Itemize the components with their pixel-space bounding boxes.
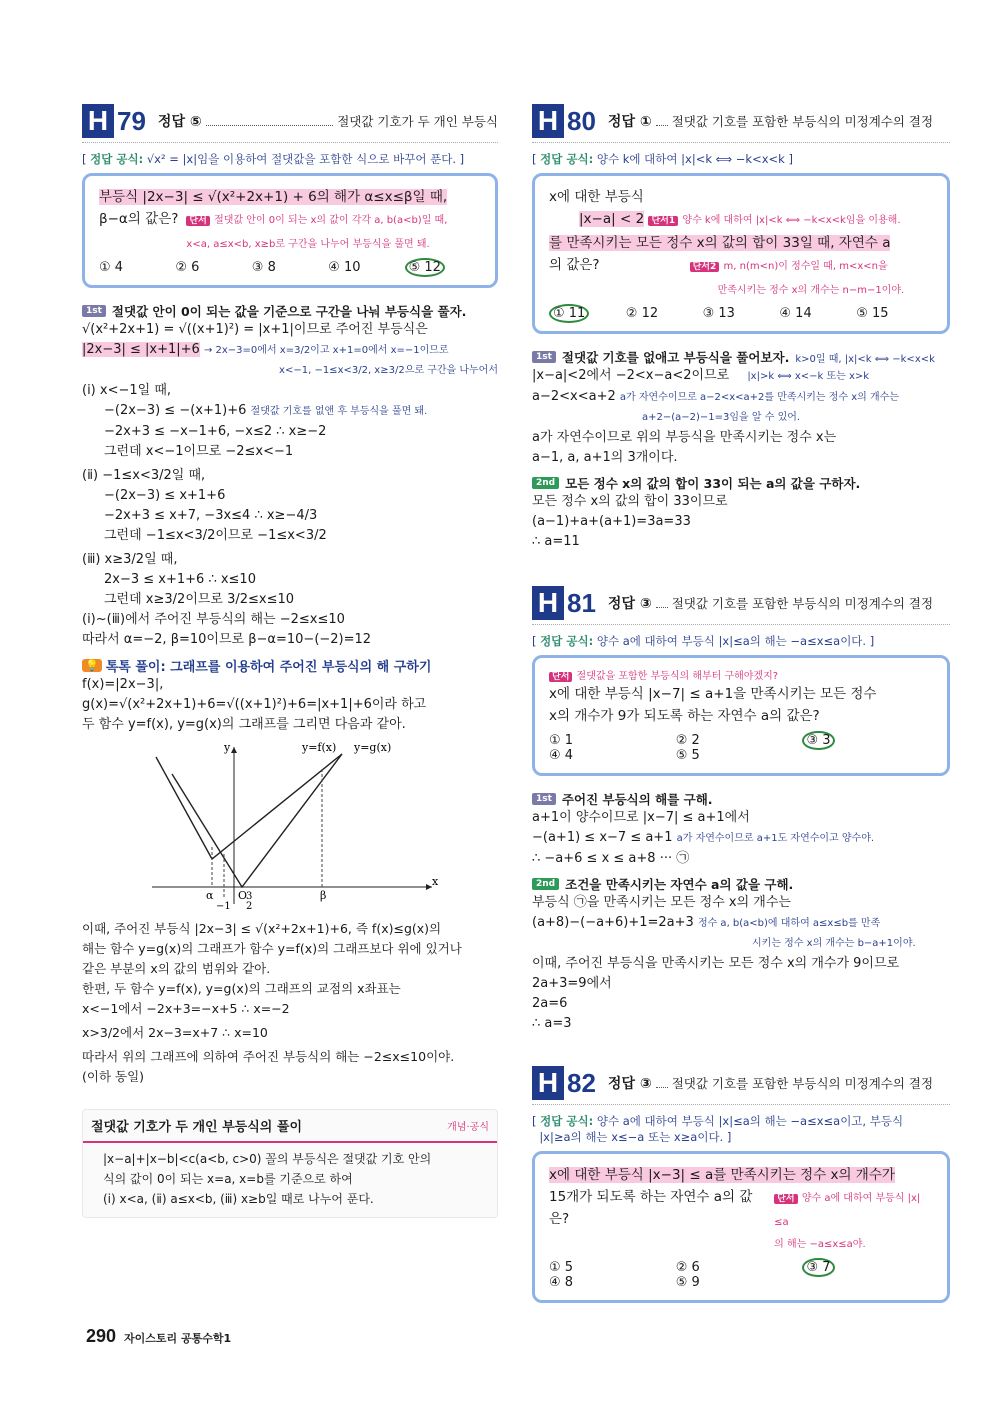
problem-header <box>532 1062 950 1105</box>
question-box: 단서 절댓값을 포함한 부등식의 해부터 구해야겠지? x에 대한 부등식 |x−7| ≤ a+1을 만족시키는 모든 정수 x의 개수가 9가 되도록 하는 자연수 a의 값은? ① 1 ② 2 ③ 3 ④ 4 ⑤ 5 <box>532 655 950 776</box>
hint-note: 절댓값 안이 0이 되는 x의 값이 각각 a, b(a<b)일 때, <box>214 215 448 226</box>
choice[interactable]: ④ 8 <box>549 1275 574 1290</box>
question-text: 부등식 |2x−3| ≤ √(x²+2x+1) + 6의 해가 α≤x≤β일 때, <box>99 189 448 205</box>
answer-formula: [ 정답 공식: √x² = |x|임을 이용하여 절댓값을 포함한 식으로 바꾸어 푼다. ] <box>82 152 465 166</box>
problem-number: 80 <box>567 105 596 136</box>
problem-number: 81 <box>567 587 596 618</box>
concept-title: 절댓값 기호가 두 개인 부등식의 풀이 <box>91 1120 302 1135</box>
choice-correct[interactable]: ① 11 <box>549 306 626 321</box>
topic: 절댓값 기호를 포함한 부등식의 미정계수의 결정 <box>671 596 934 611</box>
choice[interactable]: ④ 14 <box>779 306 812 321</box>
problem-header <box>532 100 950 143</box>
problem-header <box>82 100 498 143</box>
answer-formula: [ 정답 공식: 양수 a에 대하여 부등식 |x|≤a의 해는 −a≤x≤a이다. ] <box>532 634 875 648</box>
concept-box: 절댓값 기호가 두 개인 부등식의 풀이 개념·공식 |x−a|+|x−b|<c(a<b, c>0) 꼴의 부등식은 절댓값 기호 안의 식의 값이 0이 되는 x=a, x=b를 기준으로 하여 (ⅰ) x<a, (ⅱ) a≤x<b, (ⅲ) x≥b일 때로 나누어 푼다. <box>82 1109 498 1218</box>
answer-choices <box>99 260 481 275</box>
topic: 절댓값 기호를 포함한 부등식의 미정계수의 결정 <box>671 1076 934 1091</box>
step-2: 2nd 조건을 만족시키는 자연수 a의 값을 구해. <box>532 875 950 893</box>
svg-text:−1: −1 <box>216 901 231 909</box>
answer-label: 정답 ① <box>607 114 652 130</box>
svg-text:y=g(x): y=g(x) <box>354 741 392 754</box>
choice-correct[interactable]: ③ 7 <box>802 1260 929 1275</box>
step-1: 1st 주어진 부등식의 해를 구해. <box>532 790 950 808</box>
leader-dots <box>206 117 334 126</box>
solution: |x−a|<2에서 −2<x−a<2이므로 |x|>k ⟺ x<−k 또는 x>k a−2<x<a+2 a가 자연수이므로 a−2<x<a+2를 만족시키는 정수 x의 개수는 a+2−(a−2)−1=3임을 알 수 있어. a가 자연수이므로 위의 부등식을 만족시키는 정수 x는 a−1, a, a+1의 3개이다. <box>532 368 899 465</box>
step-1: 1st 절댓값 기호를 없애고 부등식을 풀어보자. k>0일 때, |x|<k ⟺ −k<x<k <box>532 348 950 366</box>
svg-text:y=f(x): y=f(x) <box>302 741 337 754</box>
svg-text:α: α <box>206 889 214 902</box>
h-badge: H <box>532 586 564 620</box>
question-box: x에 대한 부등식 |x−3| ≤ a를 만족시키는 정수 x의 개수가 15개가 되도록 하는 자연수 a의 값은? 단서 양수 a에 대하여 부등식 |x|≤a 의 해는 −a≤x≤a야. ① 5 ② 6 ③ 7 ④ 8 ⑤ 9 <box>532 1151 950 1303</box>
choice[interactable]: ② 6 <box>175 260 200 275</box>
choice[interactable]: ② 2 <box>675 733 700 748</box>
page-footer <box>86 1326 231 1347</box>
choice-correct[interactable]: ⑤ 12 <box>405 260 481 275</box>
svg-text:2: 2 <box>246 901 253 909</box>
problem-80: H 80 정답 ① 절댓값 기호를 포함한 부등식의 미정계수의 결정 [ 정답 공식: 양수 k에 대하여 |x|<k ⟺ −k<x<k ] x에 대한 부등식 |x−a| < 2 단서1 양수 k에 대하여 |x|<k ⟺ −k<x<k임을 이용해. 를 만족시키는 모든 정수 x의 값의 합이 33일 때, 자연수 a 의 값은? 단서2 m, n(m<n)이 정수일 때, m<x<n을 만족시키는 정수 x의 개수는 n−m−1이야. ① 11 ② 12 ③ 13 ④ 14 ⑤ 15 1st 절댓값 기호를 없애고 부등식을 풀어보자. k>0일 때, |x|<k ⟺ −k<x<k |x−a|<2에서 −2<x−a<2이므로 |x|>k ⟺ x<−k 또는 x>k a−2<x<a+2 a가 자연수이므로 a−2<x<a+2를 만족시키는 정수 x의 개수는 a+2−(a−2)−1=3임을 알 수 있어. a가 자연수이므로 위의 부등식을 만족시키는 정수 x는 a−1, a, a+1의 3개이다. 2nd 모든 정수 x의 값의 합이 33이 되는 a의 값을 구하자. 모든 정수 x의 값의 합이 33이므로 (a−1)+a+(a+1)=3a=33 ∴ a=11 <box>532 100 950 552</box>
answer-choices <box>549 306 933 321</box>
answer-label: 정답 ③ <box>607 1076 652 1092</box>
answer-choices <box>549 1260 933 1290</box>
problem-header <box>532 582 950 625</box>
question-text: β−α의 값은? <box>99 211 179 227</box>
svg-text:O: O <box>238 889 248 902</box>
graph-f-g <box>142 739 442 909</box>
choice[interactable]: ⑤ 15 <box>856 306 889 321</box>
answer-label: 정답 ③ <box>607 596 652 612</box>
svg-text:y: y <box>224 741 231 754</box>
page-number: 290 <box>86 1326 117 1346</box>
answer-choices <box>549 733 933 763</box>
hint-note: x<a, a≤x<b, x≥b로 구간을 나누어 부등식을 풀면 돼. <box>186 239 430 250</box>
right-column <box>532 100 950 1317</box>
choice[interactable]: ① 1 <box>549 733 574 748</box>
choice[interactable]: ④ 10 <box>328 260 361 275</box>
problem-79 <box>82 100 498 1218</box>
question-box <box>82 173 498 288</box>
answer-formula: [ 정답 공식: 양수 a에 대하여 부등식 |x|≤a의 해는 −a≤x≤a이고, 부등식 |x|≥a의 해는 x≤−a 또는 x≥a이다. ] <box>532 1114 904 1144</box>
svg-text:3: 3 <box>246 891 253 902</box>
bulb-icon: 💡 <box>82 659 102 672</box>
choice[interactable]: ① 4 <box>99 260 124 275</box>
h-badge: H <box>532 104 564 138</box>
choice-correct[interactable]: ③ 3 <box>802 733 929 748</box>
choice[interactable]: ③ 8 <box>251 260 276 275</box>
step-2: 2nd 모든 정수 x의 값의 합이 33이 되는 a의 값을 구하자. <box>532 474 950 492</box>
choice[interactable]: ④ 4 <box>549 748 574 763</box>
choice[interactable]: ② 12 <box>625 306 659 321</box>
solution: √(x²+2x+1) = √((x+1)²) = |x+1|이므로 주어진 부등식은 |2x−3| ≤ |x+1|+6 → 2x−3=0에서 x=3/2이고 x+1=0에서 x=−1이므로 x<−1, −1≤x<3/2, x≥3/2으로 구간을 나누어서 (ⅰ) x<−1일 때, −(2x−3) ≤ −(x+1)+6 절댓값 기호를 없앤 후 부등식을 풀면 돼. −2x+3 ≤ −x−1+6, −x≤2 ∴ x≥−2 그런데 x<−1이므로 −2≤x<−1 (ⅱ) −1≤x<3/2일 때, −(2x−3) ≤ x+1+6 −2x+3 ≤ x+7, −3x≤4 ∴ x≥−4/3 그런데 −1≤x<3/2이므로 −1≤x<3/2 (ⅲ) x≥3/2일 때, 2x−3 ≤ x+1+6 ∴ x≤10 그런데 x≥3/2이므로 3/2≤x≤10 (ⅰ)~(ⅲ)에서 주어진 부등식의 해는 −2≤x≤10 따라서 α=−2, β=10이므로 β−α=10−(−2)=12 <box>82 322 498 647</box>
question-box: x에 대한 부등식 |x−a| < 2 단서1 양수 k에 대하여 |x|<k ⟺ −k<x<k임을 이용해. 를 만족시키는 모든 정수 x의 값의 합이 33일 때, 자연수 a 의 값은? 단서2 m, n(m<n)이 정수일 때, m<x<n을 만족시키는 정수 x의 개수는 n−m−1이야. ① 11 ② 12 ③ 13 ④ 14 ⑤ 15 <box>532 173 950 334</box>
choice[interactable]: ③ 13 <box>702 306 735 321</box>
problem-81: H 81 정답 ③ 절댓값 기호를 포함한 부등식의 미정계수의 결정 [ 정답 공식: 양수 a에 대하여 부등식 |x|≤a의 해는 −a≤x≤a이다. ] 단서 절댓값을 포함한 부등식의 해부터 구해야겠지? x에 대한 부등식 |x−7| ≤ a+1을 만족시키는 모든 정수 x의 개수가 9가 되도록 하는 자연수 a의 값은? ① 1 ② 2 ③ 3 ④ 4 ⑤ 5 1st 주어진 부등식의 해를 구해. a+1이 양수이므로 |x−7| ≤ a+1에서 −(a+1) ≤ x−7 ≤ a+1 a가 자연수이므로 a+1도 자연수이고 양수야. ∴ −a+6 ≤ x ≤ a+8 ··· ㉠ 2nd 조건을 만족시키는 자연수 a의 값을 구해. 부등식 ㉠을 만족시키는 모든 정수 x의 개수는 (a+8)−(−a+6)+1=2a+3 정수 a, b(a<b)에 대하여 a≤x≤b를 만족 시키는 정수 x의 개수는 b−a+1이야. 이때, 주어진 부등식을 만족시키는 모든 정수 x의 개수가 9이므로 2a+3=9에서 2a=6 ∴ a=3 <box>532 582 950 1034</box>
step-1: 1st 절댓값 안이 0이 되는 값을 기준으로 구간을 나눠 부등식을 풀자. <box>82 302 498 320</box>
tip-title: 💡 톡톡 풀이: 그래프를 이용하여 주어진 부등식의 해 구하기 <box>82 656 498 675</box>
choice[interactable]: ① 5 <box>549 1260 574 1275</box>
problem-number: 82 <box>567 1067 596 1098</box>
choice[interactable]: ⑤ 9 <box>675 1275 700 1290</box>
h-badge: H <box>532 1066 564 1100</box>
topic: 절댓값 기호를 포함한 부등식의 미정계수의 결정 <box>671 114 934 129</box>
choice[interactable]: ⑤ 5 <box>675 748 700 763</box>
answer-label: 정답 ⑤ <box>157 114 202 130</box>
svg-text:β: β <box>320 889 327 902</box>
hint-badge: 단서 <box>186 216 209 226</box>
problem-82 <box>532 1062 950 1303</box>
answer-formula: [ 정답 공식: 양수 k에 대하여 |x|<k ⟺ −k<x<k ] <box>532 152 793 166</box>
svg-text:x: x <box>432 875 439 888</box>
solution: a+1이 양수이므로 |x−7| ≤ a+1에서 −(a+1) ≤ x−7 ≤ a+1 a가 자연수이므로 a+1도 자연수이고 양수야. ∴ −a+6 ≤ x ≤ a+8 ··· ㉠ <box>532 810 875 866</box>
problem-number: 79 <box>117 105 146 136</box>
h-badge: H <box>82 104 114 138</box>
concept-tag: 개념·공식 <box>447 1122 489 1133</box>
tip-solution-cont: 이때, 주어진 부등식 |2x−3| ≤ √(x²+2x+1)+6, 즉 f(x)≤g(x)의 해는 함수 y=g(x)의 그래프가 함수 y=f(x)의 그래프보다 위에 있거나 같은 부분의 x의 값의 범위와 같아. 한편, 두 함수 y=f(x), y=g(x)의 그래프의 교점의 x좌표는 x<−1에서 −2x+3=−x+5 ∴ x=−2 x>3/2에서 2x−3=x+7 ∴ x=10 따라서 위의 그래프에 의하여 주어진 부등식의 해는 −2≤x≤10이야. (이하 동일) <box>82 921 462 1084</box>
choice[interactable]: ② 6 <box>675 1260 700 1275</box>
topic: 절댓값 기호가 두 개인 부등식 <box>337 114 498 129</box>
tip-solution: f(x)=|2x−3|, g(x)=√(x²+2x+1)+6=√((x+1)²)+6=|x+1|+6이라 하고 두 함수 y=f(x), y=g(x)의 그래프를 그리면 다음과 같아. <box>82 677 427 732</box>
book-title: 자이스토리 공통수학1 <box>124 1332 232 1345</box>
